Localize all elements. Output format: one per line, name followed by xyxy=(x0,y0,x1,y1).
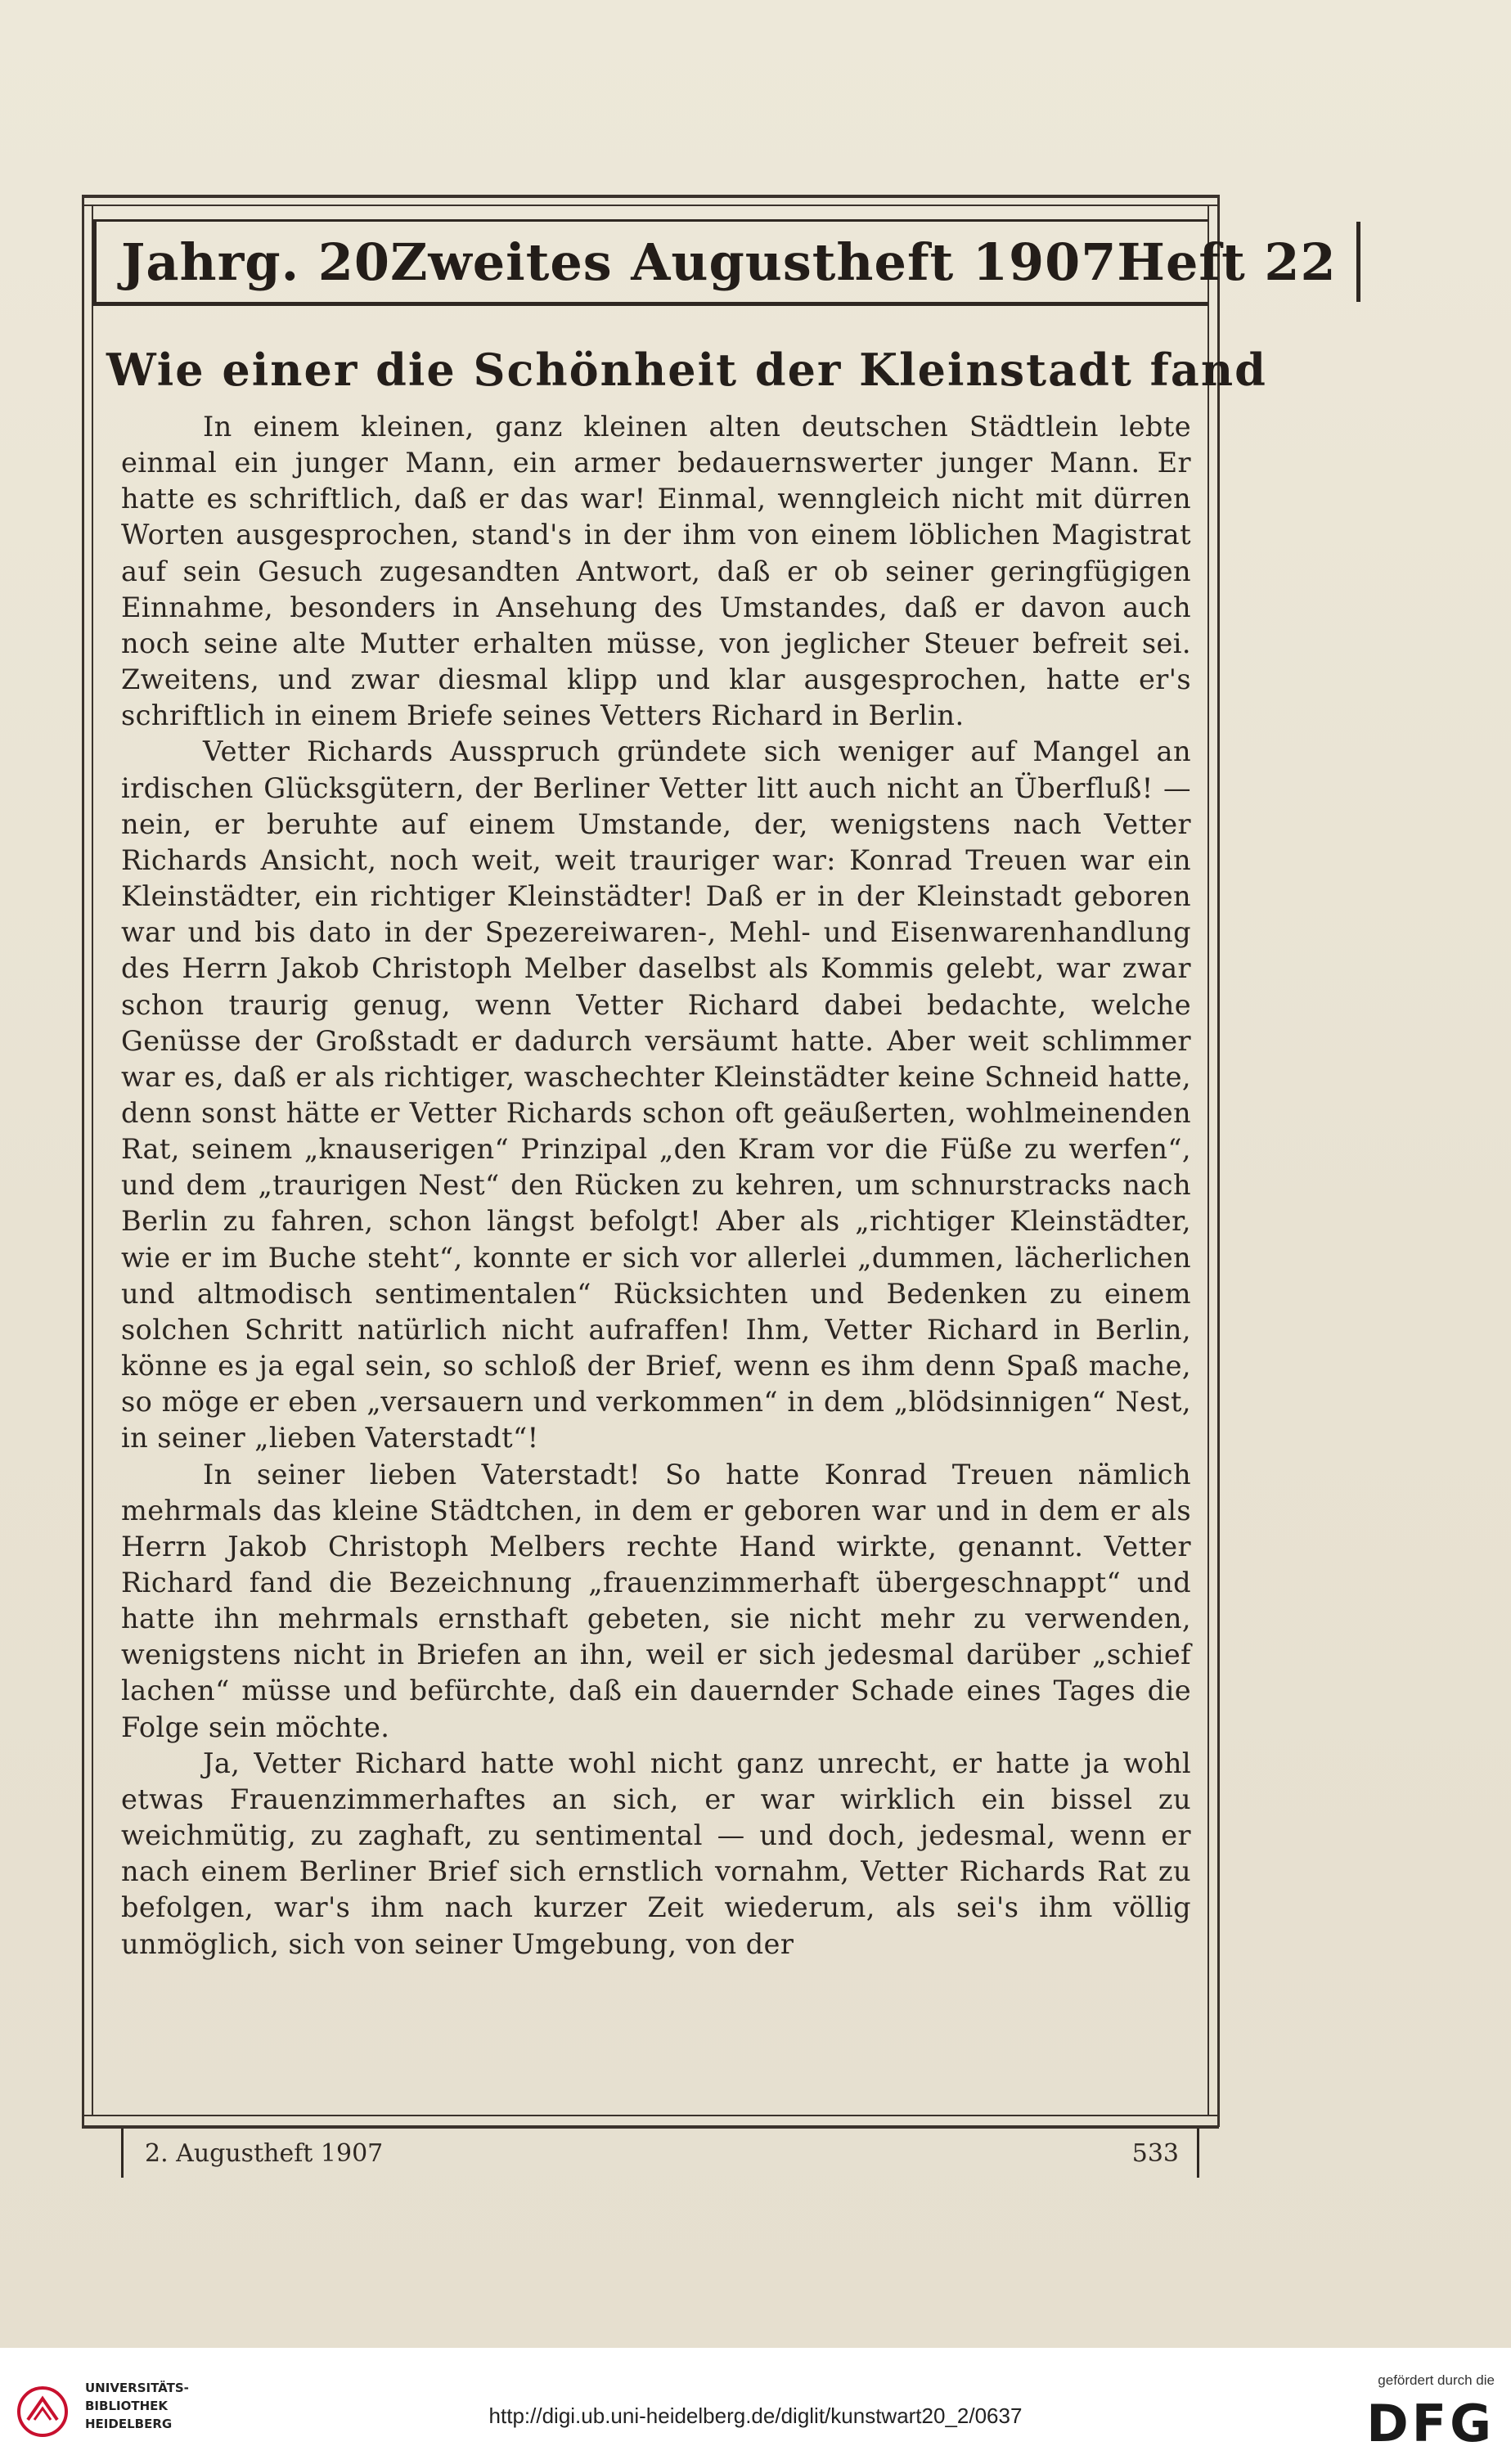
library-bar xyxy=(0,2348,1511,2464)
funding-label: gefördert durch die xyxy=(1378,2372,1495,2388)
library-name-line: HEIDELBERG xyxy=(85,2417,173,2431)
frame-rule-right-inner xyxy=(1207,205,1209,2115)
paragraph: In seiner lieben Vaterstadt! So hatte Konrad Treuen nämlich mehrmals das kleine Städtchen, in dem er geboren war und in dem er als Herrn Jakob Christoph Melbers rechte Hand wirkte, genannt. Vetter Richard fand die Bezeichnung „frauenzimmerhaft übergeschnappt“ und hatte ihn mehrmals ernsthaft gebeten, sie nicht mehr zu verwenden, wenigstens nicht in Briefen an ihn, weil er sich jedesmal darüber „schief lachen“ müsse und befürchte, daß ein dauernder Schade eines Tages die Folge sein möchte. xyxy=(121,1458,1191,1743)
masthead-issue: Zweites Augustheft 1907 xyxy=(390,232,1118,292)
page-footer xyxy=(121,2129,1199,2178)
frame-rule-right-outer xyxy=(1217,195,1220,2127)
masthead xyxy=(92,219,1337,306)
permalink-url[interactable]: http://digi.ub.uni-heidelberg.de/diglit/kunstwart20_2/0637 xyxy=(488,2403,1023,2428)
dfg-logo: DFG xyxy=(1366,2394,1495,2453)
frame-rule-top-outer xyxy=(82,195,1219,198)
article-title: Wie einer die Schönheit der Kleinstadt fand xyxy=(106,344,1267,396)
masthead-number: Heft 22 xyxy=(1117,222,1360,302)
footer-issue-label: 2. Augustheft 1907 xyxy=(145,2138,384,2168)
frame-rule-left-inner xyxy=(92,205,93,2115)
article-body xyxy=(121,409,1191,1963)
page-number: 533 xyxy=(1131,2138,1179,2168)
paragraph: Ja, Vetter Richard hatte wohl nicht ganz unrecht, er hatte ja wohl etwas Frauenzimmerhaftes an sich, er war wirklich ein bissel zu weichmütig, zu zaghaft, zu sentimental — und doch, jedesmal, wenn er nach einem Berliner Brief sich ernstlich vornahm, Vetter Richards Rat zu befolgen, war's ihm nach kurzer Zeit wiederum, als sei's ihm völlig unmöglich, sich von seiner Umgebung, von der xyxy=(121,1747,1191,1960)
masthead-year: Jahrg. 20 xyxy=(92,222,390,302)
frame-rule-left-outer xyxy=(82,195,84,2127)
frame-rule-bottom-inner xyxy=(82,2115,1219,2116)
paragraph: In einem kleinen, ganz kleinen alten deutschen Städtlein lebte einmal ein junger Mann, ein armer bedauernswerter junger Mann. Er hatte es schriftlich, daß er das war! Einmal, wenngleich nicht mit dürren Worten ausgesprochen, stand's in der ihm von einem löblichen Magistrat auf sein Gesuch zugesandten Antwort, daß er ob seiner geringfügigen Einnahme, besonders in Ansehung des Umstandes, daß er davon auch noch seine alte Mutter erhalten müsse, von jeglicher Steuer befreit sei. Zweitens, und zwar diesmal klipp und klar ausgesprochen, hatte er's schriftlich in einem Briefe seines Vetters Richard in Berlin. xyxy=(121,411,1191,732)
paragraph: Vetter Richards Ausspruch gründete sich weniger auf Mangel an irdischen Glücksgütern, der Berliner Vetter litt auch nicht an Überfluß! — nein, er beruhte auf einem Umstande, der, wenigstens nach Vetter Richards Ansicht, noch weit, weit trauriger war: Konrad Treuen war ein Kleinstädter, ein richtiger Kleinstädter! Daß er in der Kleinstadt geboren war und bis dato in der Spezereiwaren-, Mehl- und Eisenwarenhandlung des Herrn Jakob Christoph Melber daselbst als Kommis gelebt, war zwar schon traurig genug, wenn Vetter Richard dabei bedachte, welche Genüsse der Großstadt er dadurch versäumt hatte. Aber weit schlimmer war es, daß er als richtiger, waschechter Kleinstädter keine Schneid hatte, denn sonst hätte er Vetter Richards schon oft geäußerten, wohlmeinenden Rat, seinem „knauserigen“ Prinzipal „den Kram vor die Füße zu werfen“, und dem „traurigen Nest“ den Rücken zu kehren, um schnurstracks nach Berlin zu fahren, schon längst befolgt! Aber als „richtiger Kleinstädter, wie er im Buche steht“, konnte er sich vor allerlei „dummen, lächerlichen und altmodisch sentimentalen“ Rücksichten und Bedenken zu einem solchen Schritt natürlich nicht aufraffen! Ihm, Vetter Richard in Berlin, könne es ja egal sein, so schloß der Brief, wenn es ihm denn Spaß mache, so möge er eben „versauern und verkommen“ in dem „blödsinnigen“ Nest, in seiner „lieben Vaterstadt“! xyxy=(121,735,1191,1455)
library-name-line: UNIVERSITÄTS- xyxy=(85,2381,189,2395)
library-name-line: BIBLIOTHEK xyxy=(85,2399,168,2413)
frame-rule-top-inner xyxy=(82,205,1219,206)
